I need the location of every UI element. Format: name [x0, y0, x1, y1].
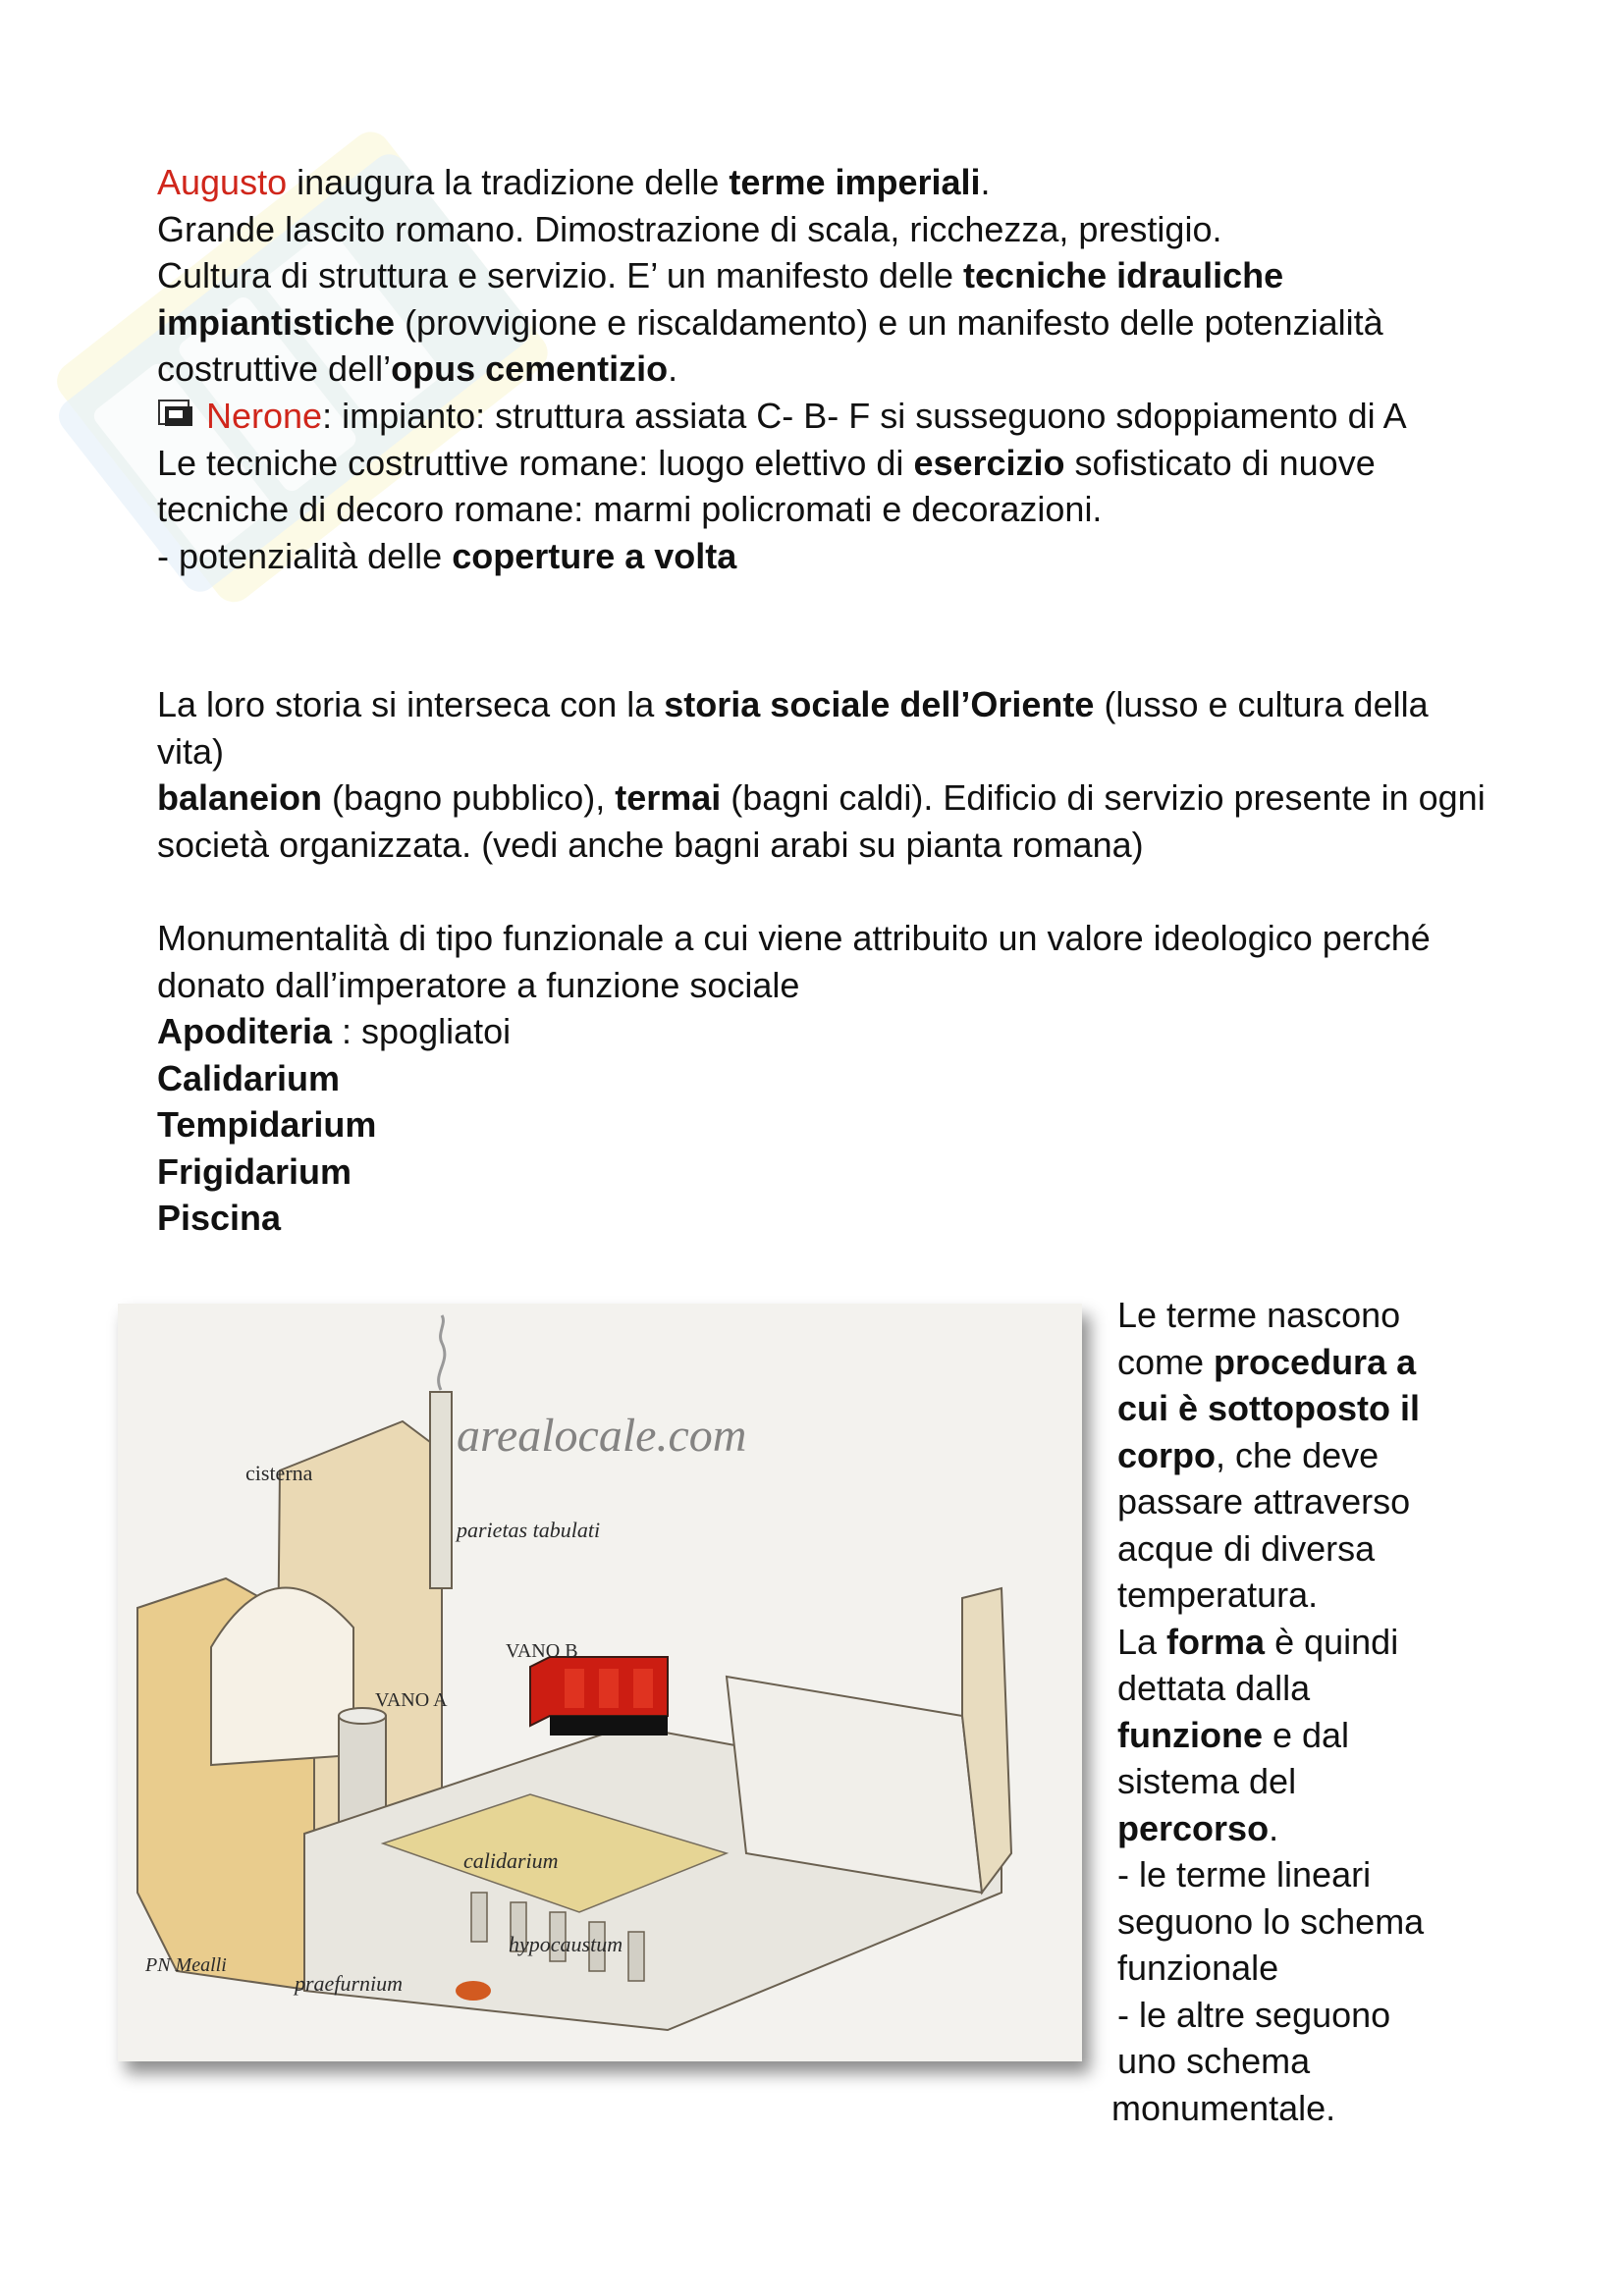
room-piscina: Piscina	[157, 1198, 282, 1238]
room-tempidarium: Tempidarium	[157, 1104, 377, 1145]
apoditeria: Apoditeria	[157, 1011, 333, 1051]
side-text: Le terme nascono come procedura a cui è sottoposto il corpo, che deve passare attraverso acque di diversa temperatura. La forma è quindi dettata dalla funzione e dal sistema del percorso. - le terme lineari seguono lo schema funzionale - le altre seguono uno schema monumentale.	[1111, 1295, 1425, 2128]
label-calidarium: calidarium	[463, 1848, 559, 1873]
label-parietas: parietas tabulati	[457, 1518, 601, 1542]
room-calidarium: Calidarium	[157, 1057, 341, 1098]
terme-imperiali: terme imperiali	[729, 162, 981, 202]
augusto-name: Augusto	[157, 162, 288, 202]
storia-paragraph: La loro storia si interseca con la storia sociale dell’Oriente (lusso e cultura della vita) balaneion (bagno pubblico), termai (bagni caldi). Edificio di servizio presente in ogni società organizzata. (vedi anche bagni arabi su pianta romana)	[157, 684, 1486, 865]
terme-illustration	[118, 1304, 1082, 2061]
label-vano-b: VANO B	[506, 1640, 578, 1662]
room-frigidarium: Frigidarium	[157, 1150, 352, 1192]
intro-paragraph: Augusto inaugura la tradizione delle terme imperiali. Grande lascito romano. Dimostrazione di scala, ricchezza, prestigio. Cultura di struttura e servizio. E’ un manifesto delle tecniche idrauliche impiantistiche (provvigione e riscaldamento) e un manifesto delle potenzialità costruttive dell’opus cementizio.	[157, 162, 1383, 389]
balaneion: balaneion	[157, 777, 323, 818]
label-cisterna: cisterna	[245, 1461, 313, 1485]
artist-signature: PN Mealli	[145, 1954, 227, 1976]
nerone-name: Nerone	[206, 396, 323, 436]
termai: termai	[615, 777, 722, 818]
nerone-paragraph: Nerone: impianto: struttura assiata C- B- F si susseguono sdoppiamento di A Le tecniche costruttive romane: luogo elettivo di esercizio sofisticato di nuove tecniche di decoro romane: marmi policromati e decorazioni. - potenzialità delle coperture a volta	[157, 396, 1407, 576]
label-praefurnium: praefurnium	[295, 1971, 403, 1996]
note-icon	[157, 395, 196, 428]
monument-paragraph: Monumentalità di tipo funzionale a cui viene attribuito un valore ideologico perché donato dall’imperatore a funzione sociale Apoditeria : spogliatoi Calidarium Tempidarium Frigidarium Piscina	[157, 918, 1431, 1238]
label-vano-a: VANO A	[375, 1689, 448, 1711]
figure-watermark-text: arealocale.com	[457, 1410, 747, 1462]
label-hypocaustum: hypocaustum	[509, 1932, 623, 1956]
